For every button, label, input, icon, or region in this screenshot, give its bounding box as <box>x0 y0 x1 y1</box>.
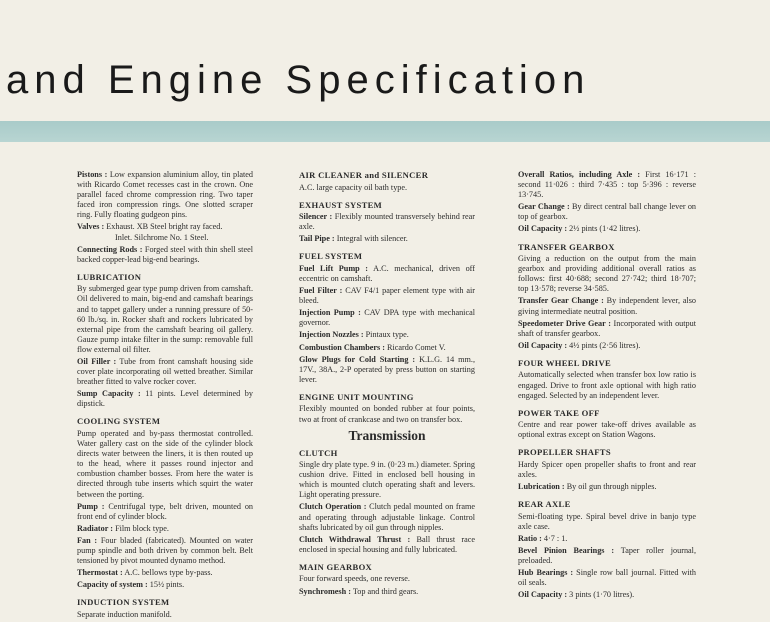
spec-text: Ricardo Comet V. <box>387 342 446 352</box>
spec-label: Injection Pump : <box>299 308 361 318</box>
spec-label: Glow Plugs for Cold Starting : <box>299 354 416 364</box>
spec-text: Inlet. Silchrome No. 1 Steel. <box>115 232 209 242</box>
section-heading: ENGINE UNIT MOUNTING <box>299 391 414 402</box>
section-heading: LUBRICATION <box>77 271 142 282</box>
overall-ratios-spec <box>518 170 696 200</box>
spec-text: Film block type. <box>115 523 169 533</box>
spec-label: Pump : <box>77 501 105 511</box>
spec-text: Top and third gears. <box>352 586 419 596</box>
section-heading: MAIN GEARBOX <box>299 561 373 572</box>
power-take-off-text: Centre and rear power take-off drives available as optional extras except on Station Wagons. <box>518 420 696 440</box>
nozzles-spec <box>299 330 475 340</box>
spec-text: 15½ pints. <box>149 580 185 590</box>
air-cleaner-text: A.C. large capacity oil bath type. <box>299 182 408 192</box>
spec-label: Gear Change : <box>518 202 570 212</box>
spec-label: Bevel Pinion Bearings : <box>518 545 615 555</box>
spec-label: Synchromesh : <box>299 586 351 596</box>
spec-label: Oil Capacity : <box>518 224 568 234</box>
section-heading: REAR AXLE <box>518 499 571 510</box>
spec-label: Capacity of system : <box>77 580 148 590</box>
spec-text: Single row ball journal. Fitted with oil seals. <box>518 568 697 588</box>
pistons-spec <box>77 170 253 220</box>
transfer-text: Giving a reduction on the output from the main gearbox and providing additional overall ratios as follows: first 40·688; second 27·742; third 18·707; top 13·578; reverse 34·585. <box>518 254 696 294</box>
gearbox-text: Four forward speeds, one reverse. <box>299 574 410 584</box>
section-heading: TRANSFER GEARBOX <box>518 241 615 252</box>
spec-text: By direct central ball change lever on top of gearbox. <box>518 202 697 222</box>
spec-label: Thermostat : <box>77 568 123 578</box>
lubrication-spec <box>518 482 696 492</box>
speedo-drive-spec <box>518 319 696 339</box>
propeller-shafts-text: Hardy Spicer open propeller shafts to front and rear axles. <box>518 459 696 479</box>
section-heading: PROPELLER SHAFTS <box>518 447 611 458</box>
section-heading: EXHAUST SYSTEM <box>299 199 383 210</box>
spec-label: Fuel Lift Pump : <box>299 263 369 273</box>
spec-text: 3 pints (1·70 litres). <box>569 590 635 600</box>
thermostat-spec <box>77 568 253 578</box>
spec-text: Clutch pedal mounted on frame and operating through adjustable linkage. Control shafts lubricated by oil gun through nipples. <box>299 502 476 532</box>
spec-text: Integral with silencer. <box>336 234 408 244</box>
rear-axle-text: Semi-floating type. Spiral bevel drive in banjo type axle case. <box>518 511 696 531</box>
conrods-spec <box>77 245 253 265</box>
oil-filler-spec <box>77 357 253 387</box>
clutch-text: Single dry plate type. 9 in. (0·23 m.) diameter. Spring cushion drive. Fitted in enclosed bell housing in which is mounted clutch operating shaft and levers. Light operating pressure. <box>299 460 475 500</box>
page-heading: and Engine Specification <box>6 58 591 102</box>
spec-label: Ratio : <box>518 533 542 543</box>
spec-label: Clutch Withdrawal Thrust : <box>299 534 411 544</box>
spec-text: Ball thrust race enclosed in special housing and fully lubricated. <box>299 534 476 554</box>
column-fuel-transmission <box>299 170 475 599</box>
spec-label: Fuel Filter : <box>299 286 343 296</box>
lubrication-text: By submerged gear type pump driven from camshaft. Oil delivered to main, big-end and camshaft bearings and to tappet gallery under a running pressure of 50-60 lb./sq. in. Rocker shaft and rockers lubricated by external pipe from the camshaft bearing oil gallery. Gauze pump intake filter in the sump: removable full flow external oil filter. <box>77 284 253 354</box>
section-heading: FOUR WHEEL DRIVE <box>518 357 611 368</box>
radiator-spec <box>77 524 253 534</box>
capacity-spec <box>77 580 253 590</box>
spec-text: By oil gun through nipples. <box>566 482 657 492</box>
spec-label: Sump Capacity : <box>77 389 141 399</box>
spec-label: Radiator : <box>77 523 114 533</box>
spec-text: By independent lever, also giving intermediate neutral position. <box>518 296 697 316</box>
header-band <box>0 121 770 142</box>
spec-text: Incorporated with output shaft of transfer gearbox. <box>518 318 697 338</box>
gear-change-spec <box>518 202 696 222</box>
gearbox-oil-spec <box>518 224 696 234</box>
spec-text: Flexibly mounted transversely behind rear axle. <box>299 212 475 232</box>
spec-label: Oil Filler : <box>77 357 117 366</box>
transfer-oil-spec <box>518 341 696 351</box>
clutch-operation-spec <box>299 502 475 532</box>
spec-label: Hub Bearings : <box>518 568 574 578</box>
spec-label: Speedometer Drive Gear : <box>518 318 611 328</box>
injection-pump-spec <box>299 308 475 328</box>
lift-pump-spec <box>299 264 475 284</box>
spec-text: CAV F4/1 paper element type with air bleed. <box>299 286 476 306</box>
spec-text: CAV DPA type with mechanical governor. <box>299 308 475 328</box>
spec-label: Fan : <box>77 535 98 545</box>
chambers-spec <box>299 343 475 353</box>
section-heading: COOLING SYSTEM <box>77 416 161 427</box>
fuel-filter-spec <box>299 286 475 306</box>
spec-label: Pistons : <box>77 170 108 179</box>
spec-text: Centrifugal type, belt driven, mounted on front end of cylinder block. <box>77 501 254 521</box>
spec-text: A.C. mechanical, driven off eccentric on camshaft. <box>299 263 475 283</box>
spec-text: Taper roller journal, preloaded. <box>518 545 696 566</box>
ratio-spec <box>518 534 696 544</box>
valves-spec <box>77 222 253 242</box>
column-drivetrain <box>518 170 696 602</box>
spec-label: Lubrication : <box>518 482 565 492</box>
section-heading: CLUTCH <box>299 447 338 458</box>
spec-text: Tube from front camshaft housing side cover plate incorporating oil wetted breather. Similar breather fitted to valve rocker cover. <box>77 357 253 387</box>
spec-text: Four bladed (fabricated). Mounted on water pump spindle and both driven by common belt. Belt tensioned by pivot mounted dynamo method. <box>77 535 254 566</box>
mounting-text: Flexibly mounted on bonded rubber at four points, two at front of crankcase and two on transfer box. <box>299 404 475 424</box>
spec-label: Overall Ratios, including Axle : <box>518 170 641 179</box>
spec-label: Transfer Gear Change : <box>518 296 604 306</box>
spec-text: First 16·171 : second 11·026 : third 7·435 : top 5·396 : reverse 13·745. <box>518 170 696 200</box>
section-heading: FUEL SYSTEM <box>299 251 363 262</box>
synchromesh-spec <box>299 587 475 597</box>
spec-text: 2½ pints (1·42 litres). <box>569 224 641 234</box>
spec-label: Valves : <box>77 222 105 232</box>
pump-spec <box>77 502 253 522</box>
spec-label: Oil Capacity : <box>518 590 568 600</box>
transfer-change-spec <box>518 296 696 316</box>
spec-label: Injection Nozzles : <box>299 330 364 340</box>
cooling-text: Pump operated and by-pass thermostat controlled. Water gallery cast on the side of the cylinder block directs water between the liners, it is then routed up to the head, where it passes round injector and combustion chamber bosses. From here the water is directed through tube inserts which squirt the water between the porting. <box>77 428 253 499</box>
spec-text: 4½ pints (2·56 litres). <box>569 340 641 350</box>
spec-label: Connecting Rods : <box>77 244 143 254</box>
withdrawal-thrust-spec <box>299 535 475 555</box>
induction-text: Separate induction manifold. <box>77 609 172 619</box>
spec-text: Low expansion aluminium alloy, tin plated with Ricardo Comet recesses cast in the crown. One parallel faced chrome compression ring. Two taper faced iron compression rings. One slotted scraper ring. Fully floating gudgeon pins. <box>77 170 254 220</box>
spec-text: 11 pints. Level determined by dipstick. <box>77 389 253 409</box>
four-wheel-drive-text: Automatically selected when transfer box low ratio is engaged. Drive to front axle optional with high ratio engaged. Selected by an independent lever. <box>518 370 696 400</box>
spec-text: A.C. bellows type by-pass. <box>124 568 213 578</box>
silencer-spec <box>299 212 475 232</box>
spec-label: Silencer : <box>299 212 333 222</box>
column-engine <box>77 170 253 622</box>
transmission-heading: Transmission <box>348 427 426 443</box>
spec-text: Forged steel with thin shell steel backed copper-lead big-end bearings. <box>77 244 253 264</box>
fan-spec <box>77 536 253 566</box>
bevel-pinion-spec <box>518 546 696 566</box>
axle-oil-spec <box>518 590 696 600</box>
glow-plugs-spec <box>299 355 475 385</box>
spec-text: 4·7 : 1. <box>543 533 568 543</box>
section-heading: AIR CLEANER and SILENCER <box>299 170 429 180</box>
section-heading: POWER TAKE OFF <box>518 407 600 418</box>
hub-bearings-spec <box>518 568 696 588</box>
spec-label: Tail Pipe : <box>299 234 335 244</box>
sump-spec <box>77 389 253 409</box>
spec-text: Exhaust. XB Steel bright ray faced. <box>106 222 223 232</box>
section-heading: INDUCTION SYSTEM <box>77 597 170 608</box>
spec-text: K.L.G. 14 mm., 17V., 38A., 2-P operated by press button on starting lever. <box>299 354 475 384</box>
tailpipe-spec <box>299 234 475 244</box>
spec-label: Clutch Operation : <box>299 502 367 512</box>
spec-label: Combustion Chambers : <box>299 342 385 352</box>
spec-text: Pintaux type. <box>365 330 409 340</box>
spec-label: Oil Capacity : <box>518 340 568 350</box>
